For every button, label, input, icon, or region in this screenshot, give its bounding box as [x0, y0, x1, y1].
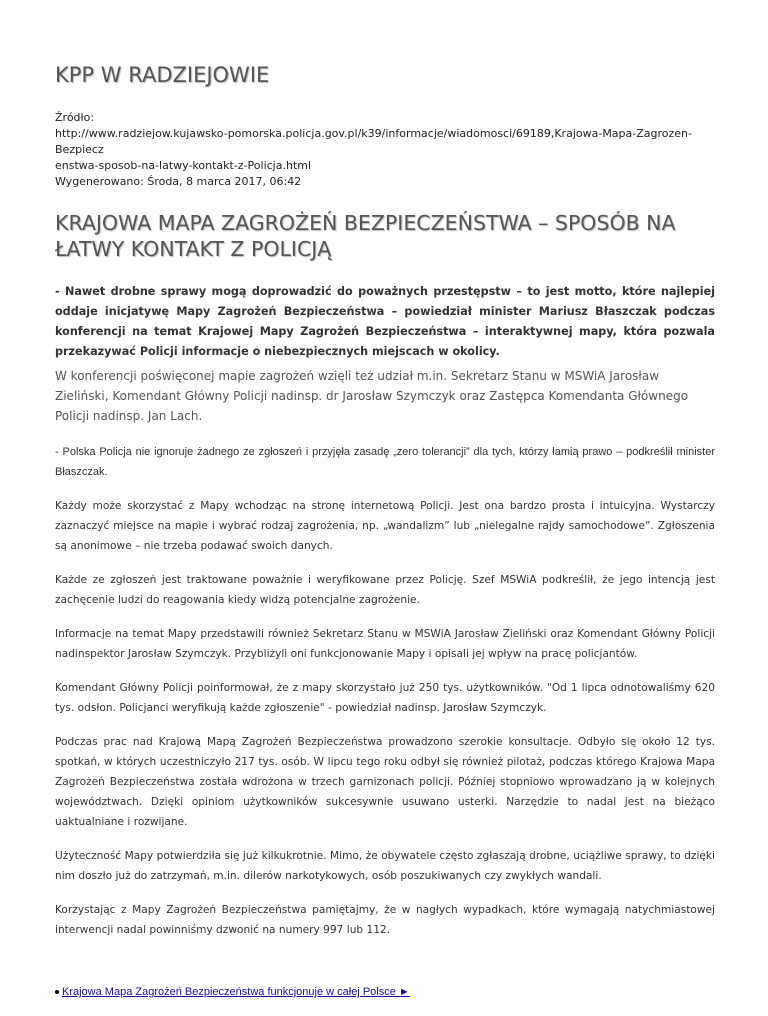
article-paragraph: - Polska Policja nie ignoruje żadnego ze zgłoszeń i przyjęła zasadę „zero tolerancji” dla tych, którzy łamią prawo – podkreślił minister Błaszczak. [55, 446, 715, 478]
article-title: KRAJOWA MAPA ZAGROŻEŃ BEZPIECZEŃSTWA – SPOSÓB NA ŁATWY KONTAKT Z POLICJĄ [55, 211, 676, 261]
generated-date: Wygenerowano: Środa, 8 marca 2017, 06:42 [55, 175, 302, 188]
article-lead: - Nawet drobne sprawy mogą doprowadzić do poważnych przestępstw – to jest motto, które najlepiej oddaje inicjatywę Mapy Zagrożeń Bezpieczeństwa – powiedział minister Mariusz Błaszczak podczas konferencji na temat Krajowej Mapy Zagrożeń Bezpieczeństwa – interaktywnej mapy, która pozwala przekazywać Policji informacje o niebezpiecznych miejscach w okolicy. [55, 285, 715, 358]
source-url-line-1: http://www.radziejow.kujawsko-pomorska.policja.gov.pl/k39/informacje/wiadomosci/69189,Krajowa-Mapa-Zagrozen-Bezpiecz [55, 127, 692, 156]
related-link-item [55, 984, 715, 1000]
article-paragraph: Użyteczność Mapy potwierdziła się już kilkukrotnie. Mimo, że obywatele często zgłaszają drobne, uciążliwe sprawy, to dzięki nim doszło już do zatrzymań, m.in. dilerów narkotykowych, osób poszukiwanych czy zwykłych wandali. [55, 850, 715, 882]
source-label: Źródło: [55, 111, 95, 124]
article-paragraph: Każde ze zgłoszeń jest traktowane poważnie i weryfikowane przez Policję. Szef MSWiA podkreślił, że jego intencją jest zachęcenie ludzi do reagowania kiedy widzą potencjalne zagrożenie. [55, 574, 715, 606]
related-links [55, 984, 715, 1000]
article-paragraph: Informacje na temat Mapy przedstawili również Sekretarz Stanu w MSWiA Jarosław Zieliński oraz Komendant Główny Policji nadinspektor Jarosław Szymczyk. Przybliżyli oni funkcjonowanie Mapy i opisali jej wpływ na pracę policjantów. [55, 628, 715, 660]
source-url-line-2: enstwa-sposob-na-latwy-kontakt-z-Policja.html [55, 159, 312, 172]
article-paragraph: Komendant Główny Policji poinformował, że z mapy skorzystało już 250 tys. użytkowników. "Od 1 lipca odnotowaliśmy 620 tys. odsłon. Policjanci weryfikują każde zgłoszenie" - powiedział nadinsp. Jarosław Szymczyk. [55, 682, 715, 714]
site-title: KPP W RADZIEJOWIE [55, 63, 270, 87]
article-paragraph: Podczas prac nad Krajową Mapą Zagrożeń Bezpieczeństwa prowadzono szerokie konsultacje. Odbyło się około 12 tys. spotkań, w których uczestniczyło 217 tys. osób. W lipcu tego roku odbył się również pilotaż, podczas którego Krajowa Mapa Zagrożeń Bezpieczeństwa została wdrożona w trzech garnizonach policji. Później stopniowo wprowadzano ją w kolejnych województwach. Dzięki opiniom użytkowników sukcesywnie usuwano usterki. Narzędzie to nadal jest na bieżąco uaktualniane i rozwijane. [55, 736, 715, 828]
bullet-icon [55, 990, 59, 994]
article-paragraph: Każdy może skorzystać z Mapy wchodząc na stronę internetową Policji. Jest ona bardzo prosta i intuicyjna. Wystarczy zaznaczyć miejsce na mapie i wybrać rodzaj zagrożenia, np. „wandalizm” lub „nielegalne rajdy samochodowe”. Zgłoszenia są anonimowe – nie trzeba podawać swoich danych. [55, 500, 715, 552]
related-link[interactable]: Krajowa Mapa Zagrożeń Bezpieczeństwa funkcjonuje w całej Polsce ► [62, 986, 410, 998]
article-paragraph: Korzystając z Mapy Zagrożeń Bezpieczeństwa pamiętajmy, że w nagłych wypadkach, które wymagają natychmiastowej interwencji nadal powinniśmy dzwonić na numery 997 lub 112. [55, 904, 715, 936]
source-meta [55, 110, 715, 190]
document-page [55, 0, 715, 1016]
article-intro: W konferencji poświęconej mapie zagrożeń wzięli też udział m.in. Sekretarz Stanu w MSWiA Jarosław Zieliński, Komendant Główny Policji nadinsp. dr Jarosław Szymczyk oraz Zastępca Komendanta Głównego Policji nadinsp. Jan Lach. [55, 369, 689, 423]
